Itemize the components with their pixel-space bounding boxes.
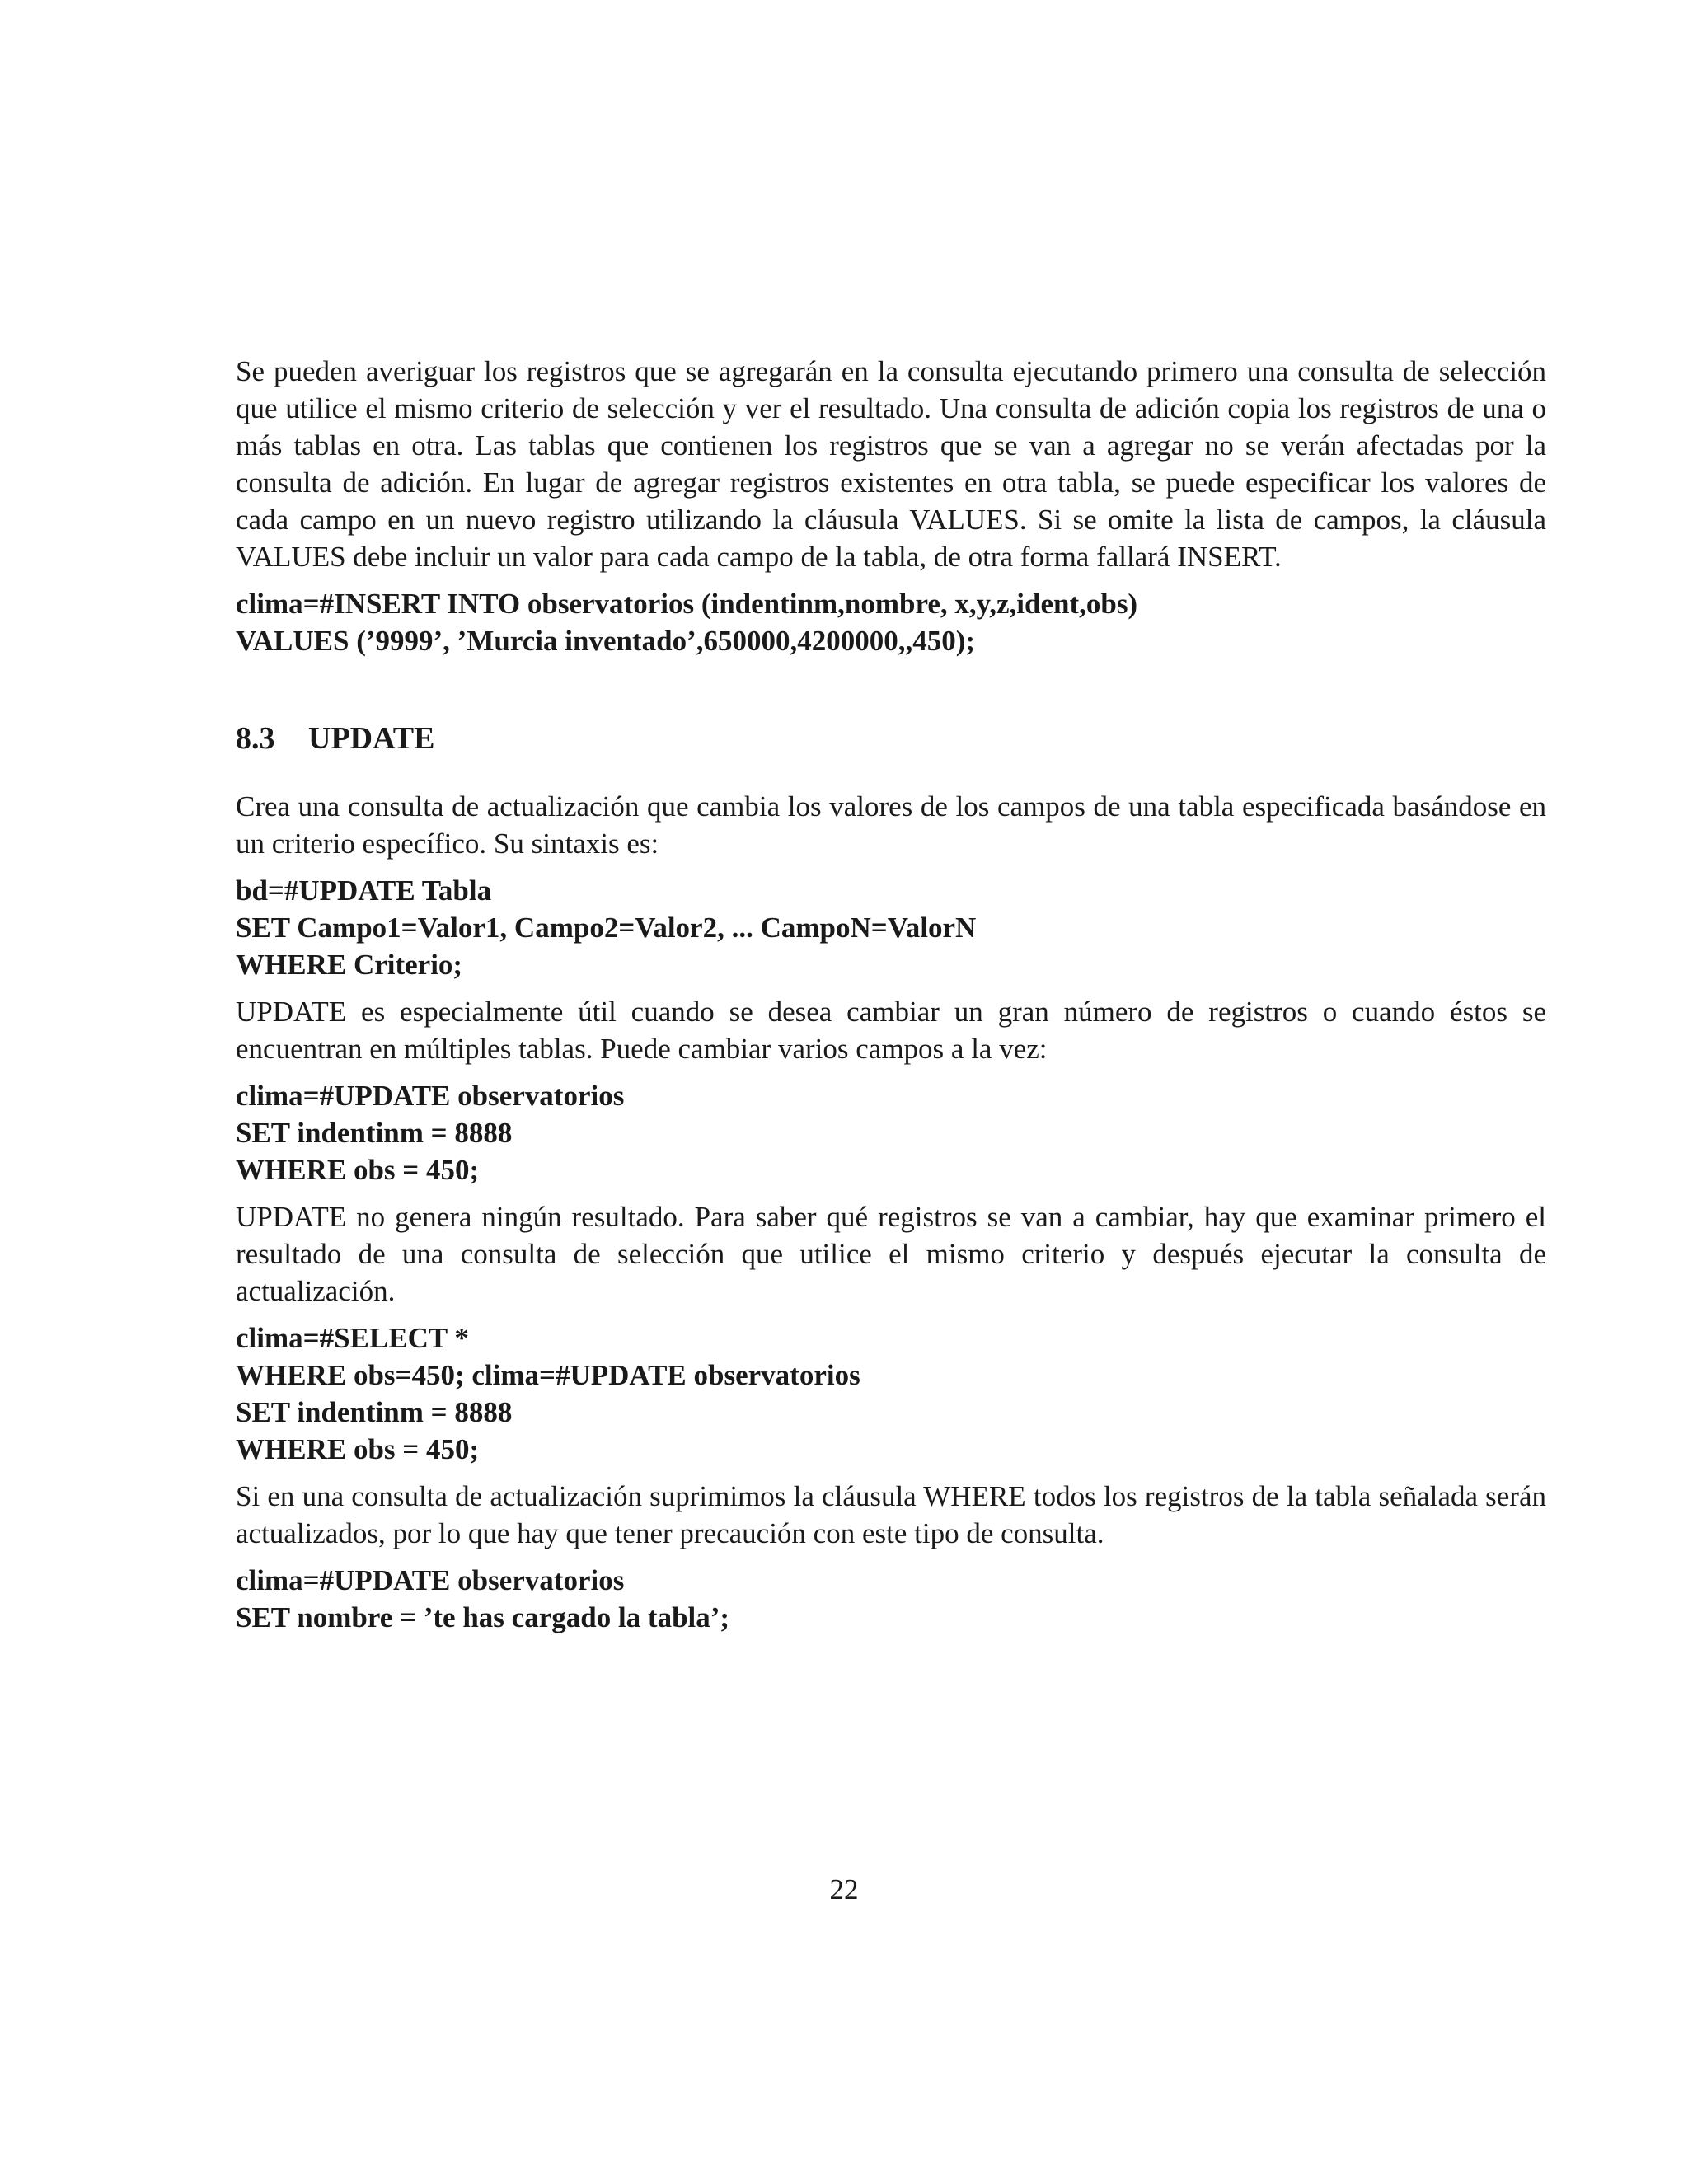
code-block-example-2	[236, 1319, 1546, 1468]
section-number: 8.3	[236, 721, 275, 756]
code-line: WHERE obs=450; clima=#UPDATE observatorios	[236, 1359, 860, 1391]
code-line: WHERE Criterio;	[236, 949, 463, 981]
code-block-insert	[236, 585, 1546, 659]
code-line: VALUES (’9999’, ’Murcia inventado’,650000,4200000,,450);	[236, 625, 976, 657]
code-line: clima=#SELECT *	[236, 1322, 469, 1354]
code-line: clima=#INSERT INTO observatorios (indentinm,nombre, x,y,z,ident,obs)	[236, 588, 1138, 620]
update-no-result-paragraph: UPDATE no genera ningún resultado. Para saber qué registros se van a cambiar, hay que examinar primero el resultado de una consulta de selección que utilice el mismo criterio y después ejecutar la consulta de actualización.	[236, 1201, 1546, 1307]
code-line: clima=#UPDATE observatorios	[236, 1080, 625, 1112]
code-line: bd=#UPDATE Tabla	[236, 874, 492, 907]
update-intro-paragraph: Crea una consulta de actualización que cambia los valores de los campos de una tabla especificada basándose en un criterio específico. Su sintaxis es:	[236, 790, 1546, 860]
code-block-example-1	[236, 1077, 1546, 1188]
page-content	[236, 353, 1546, 1636]
update-warning-paragraph: Si en una consulta de actualización suprimimos la cláusula WHERE todos los registros de la tabla señalada serán actualizados, por lo que hay que tener precaución con este tipo de consulta.	[236, 1480, 1546, 1549]
section-heading	[236, 719, 1546, 758]
intro-paragraph: Se pueden averiguar los registros que se agregarán en la consulta ejecutando primero una consulta de selección que utilice el mismo criterio de selección y ver el resultado. Una consulta de adición copia los registros de una o más tablas en otra. Las tablas que contienen los registros que se van a agregar no se verán afectadas por la consulta de adición. En lugar de agregar registros existentes en otra tabla, se puede especificar los valores de cada campo en un nuevo registro utilizando la cláusula VALUES. Si se omite la lista de campos, la cláusula VALUES debe incluir un valor para cada campo de la tabla, de otra forma fallará INSERT.	[236, 355, 1546, 573]
section-title: UPDATE	[308, 721, 435, 756]
code-line: SET indentinm = 8888	[236, 1396, 513, 1428]
code-line: SET nombre = ’te has cargado la tabla’;	[236, 1601, 730, 1633]
code-line: SET indentinm = 8888	[236, 1117, 513, 1149]
page-number: 22	[829, 1873, 859, 1905]
code-line: WHERE obs = 450;	[236, 1154, 480, 1186]
update-useful-paragraph: UPDATE es especialmente útil cuando se desea cambiar un gran número de registros o cuando éstos se encuentran en múltiples tablas. Puede cambiar varios campos a la vez:	[236, 996, 1546, 1065]
code-block-example-3	[236, 1562, 1546, 1636]
code-block-syntax	[236, 872, 1546, 983]
code-line: WHERE obs = 450;	[236, 1433, 480, 1465]
code-line: clima=#UPDATE observatorios	[236, 1564, 625, 1596]
code-line: SET Campo1=Valor1, Campo2=Valor2, ... CampoN=ValorN	[236, 912, 977, 944]
